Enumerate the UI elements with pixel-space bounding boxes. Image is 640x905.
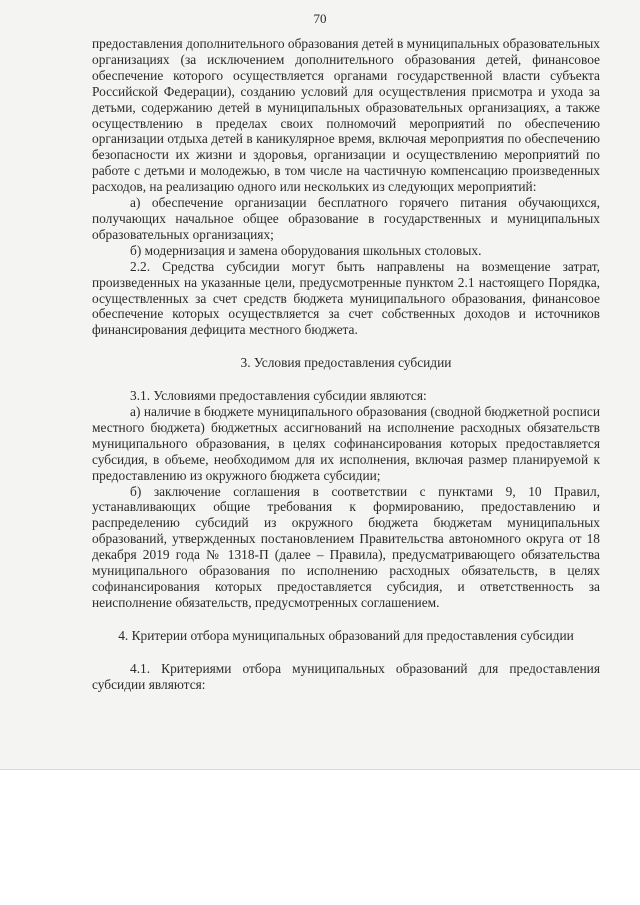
paragraph-2-2: 2.2. Средства субсидии могут быть направлены на возмещение затрат, произведенных на указанные цели, предусмотренные пунктом 2.1 настоящего Порядка, осуществленных за счет средств бюджета муниципального образования, финансовое обеспечение которых осуществляется за счет собственных доходов и источников финансирования дефицита местного бюджета. bbox=[92, 258, 600, 338]
paragraph-continuation: предоставления дополнительного образования детей в муниципальных образовательных организациях (за исключением дополнительного образования детей, финансовое обеспечение которого осуществляется органами государственной власти субъекта Российской Федерации), созданию условий для осуществления присмотра и ухода за детьми, содержанию детей в муниципальных образовательных организациях, а также осуществлению в пределах своих полномочий мероприятий по обеспечению организации отдыха детей в каникулярное время, включая мероприятия по обеспечению безопасности их жизни и здоровья, организации и осуществлению мероприятий по работе с детьми и молодежью, в том числе на частичную компенсацию произведенных расходов, на реализацию одного или нескольких из следующих мероприятий: bbox=[92, 36, 600, 195]
paragraph-3-1-b: б) заключение соглашения в соответствии с пунктами 9, 10 Правил, устанавливающих общие требования к формированию, предоставлению и распределению субсидий из окружного бюджета бюджетам муниципальных образований, утвержденных постановлением Правительства автономного округа от 18 декабря 2019 года № 1318-П (далее – Правила), предусматривающего обязательства муниципального образования по исполнению расходных обязательств, в целях софинансирования которых предоставляется субсидия, и ответственность за неисполнение обязательств, предусмотренных соглашением. bbox=[92, 483, 600, 610]
section-heading-4: 4. Критерии отбора муниципальных образований для предоставления субсидии bbox=[118, 627, 574, 643]
paragraph-4-1: 4.1. Критериями отбора муниципальных образований для предоставления субсидии являются: bbox=[92, 660, 600, 692]
document-body bbox=[92, 36, 600, 693]
paragraph-3-1-a: а) наличие в бюджете муниципального образования (сводной бюджетной росписи местного бюджета) бюджетных ассигнований на исполнение расходных обязательств муниципального образования, в целях софинансирования которых предоставляется субсидия, в объеме, необходимом для их исполнения, включая размер планируемой к предоставлению из окружного бюджета субсидии; bbox=[92, 404, 600, 483]
paragraph-item-b: б) модернизация и замена оборудования школьных столовых. bbox=[130, 242, 482, 258]
section-heading-3: 3. Условия предоставления субсидии bbox=[240, 355, 452, 371]
paragraph-item-a: а) обеспечение организации бесплатного горячего питания обучающихся, получающих начальное общее образование в государственных и муниципальных образовательных организациях; bbox=[92, 195, 600, 242]
page-number: 70 bbox=[313, 11, 327, 26]
paragraph-3-1: 3.1. Условиями предоставления субсидии являются: bbox=[130, 388, 427, 404]
